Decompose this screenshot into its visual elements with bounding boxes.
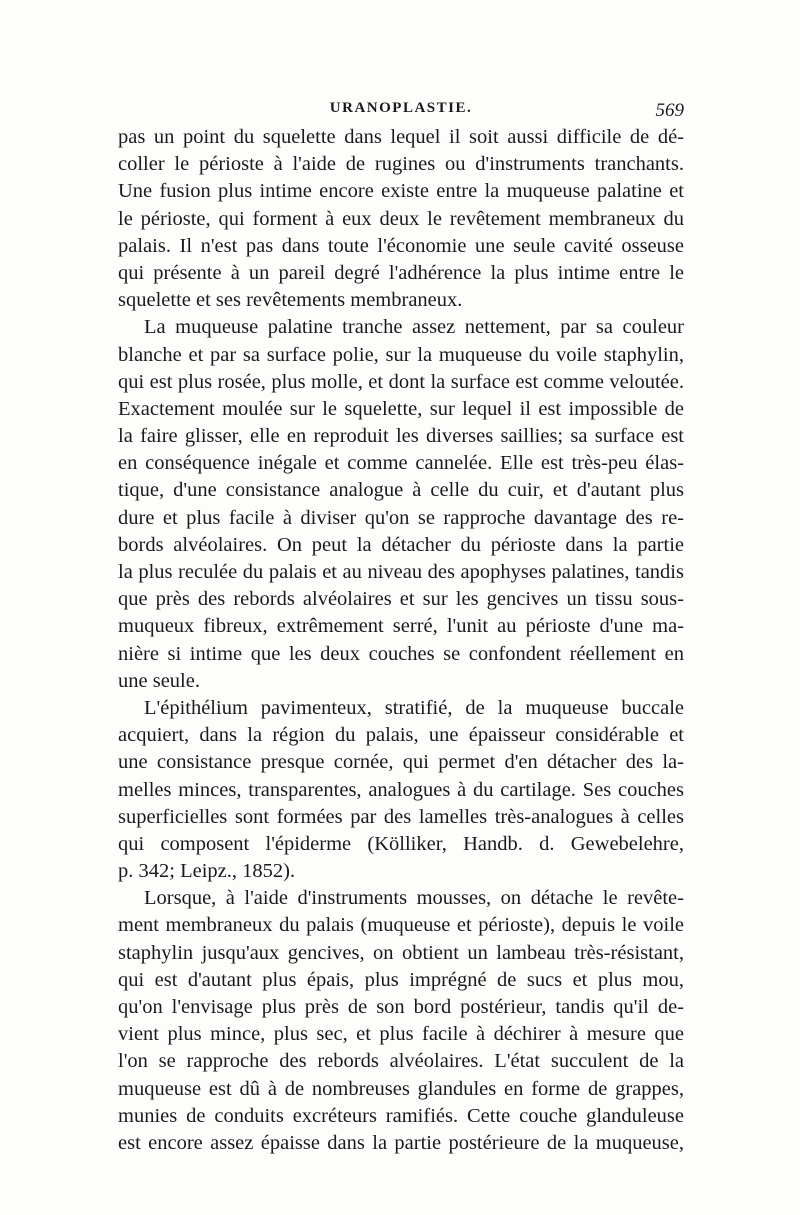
text-line: l'on se rapproche des rebords alvéolaires. L'état succulent de la xyxy=(118,1050,684,1073)
text-line: tique, d'une consistance analogue à celle du cuir, et d'autant plus xyxy=(118,479,684,502)
text-line: bords alvéolaires. On peut la détacher du périoste dans la partie xyxy=(118,533,684,556)
text-line: la faire glisser, elle en reproduit les diverses saillies; sa surface est xyxy=(118,425,684,448)
text-line: qui est plus rosée, plus molle, et dont la surface est comme veloutée. xyxy=(118,370,684,393)
text-line: muqueux fibreux, extrêmement serré, l'unit au périoste d'une ma- xyxy=(118,615,684,638)
text-line: pas un point du squelette dans lequel il soit aussi difficile de dé- xyxy=(118,126,684,148)
text-line: Une fusion plus intime encore existe entre la muqueuse palatine et xyxy=(118,180,684,203)
text-line: p. 342; Leipz., 1852). xyxy=(118,860,296,883)
text-line: muqueuse est dû à de nombreuses glandules en forme de grappes, xyxy=(118,1077,684,1100)
text-line: La muqueuse palatine tranche assez nettement, par sa couleur xyxy=(144,316,684,339)
text-line: la plus reculée du palais et au niveau des apophyses palatines, tandis xyxy=(118,561,684,583)
text-line: le périoste, qui forment à eux deux le revêtement membraneux du xyxy=(118,207,684,230)
text-line: est encore assez épaisse dans la partie postérieure de la muqueuse, xyxy=(118,1131,684,1154)
text-line: superficielles sont formées par des lamelles très-analogues à celles xyxy=(118,805,684,828)
text-line: nière si intime que les deux couches se confondent réellement en xyxy=(118,642,684,665)
text-line: Lorsque, à l'aide d'instruments mousses, on détache le revête- xyxy=(144,887,684,910)
running-head xyxy=(118,100,684,124)
text-line: staphylin jusqu'aux gencives, on obtient un lambeau très-résistant, xyxy=(118,941,684,964)
text-line: palais. Il n'est pas dans toute l'économie une seule cavité osseuse xyxy=(118,234,684,257)
text-line: munies de conduits excréteurs ramifiés. Cette couche glanduleuse xyxy=(118,1104,684,1127)
text-line: melles minces, transparentes, analogues à du cartilage. Ses couches xyxy=(118,778,684,801)
text-line: une consistance presque cornée, qui permet d'en détacher des la- xyxy=(118,751,684,774)
text-line: que près des rebords alvéolaires et sur les gencives un tissu sous- xyxy=(118,588,684,611)
text-line: Exactement moulée sur le squelette, sur lequel il est impossible de xyxy=(118,397,684,420)
text-line: qu'on l'envisage plus près de son bord postérieur, tandis qu'il de- xyxy=(118,996,684,1018)
text-line: L'épithélium pavimenteux, stratifié, de la muqueuse buccale xyxy=(144,696,684,719)
text-line: squelette et ses revêtements membraneux. xyxy=(118,289,463,312)
text-line: ment membraneux du palais (muqueuse et périoste), depuis le voile xyxy=(118,914,684,937)
text-line: en conséquence inégale et comme cannelée. Elle est très-peu élas- xyxy=(118,452,684,475)
page-number: 569 xyxy=(655,100,684,121)
text-line: vient plus mince, plus sec, et plus facile à déchirer à mesure que xyxy=(118,1023,684,1046)
text-line: blanche et par sa surface polie, sur la muqueuse du voile staphylin, xyxy=(118,343,684,366)
running-title: URANOPLASTIE. xyxy=(329,100,473,116)
text-line: qui composent l'épiderme (Kölliker, Handb. d. Gewebelehre, xyxy=(118,832,684,855)
text-line: qui présente à un pareil degré l'adhérence la plus intime entre le xyxy=(118,261,684,284)
text-line: dure et plus facile à diviser qu'on se rapproche davantage des re- xyxy=(118,506,684,529)
body-text xyxy=(118,124,684,1157)
text-line: coller le périoste à l'aide de rugines ou d'instruments tranchants. xyxy=(118,153,684,176)
text-line: une seule. xyxy=(118,669,200,692)
text-line: qui est d'autant plus épais, plus imprégné de sucs et plus mou, xyxy=(118,968,684,991)
text-line: acquiert, dans la région du palais, une épaisseur considérable et xyxy=(118,724,684,747)
